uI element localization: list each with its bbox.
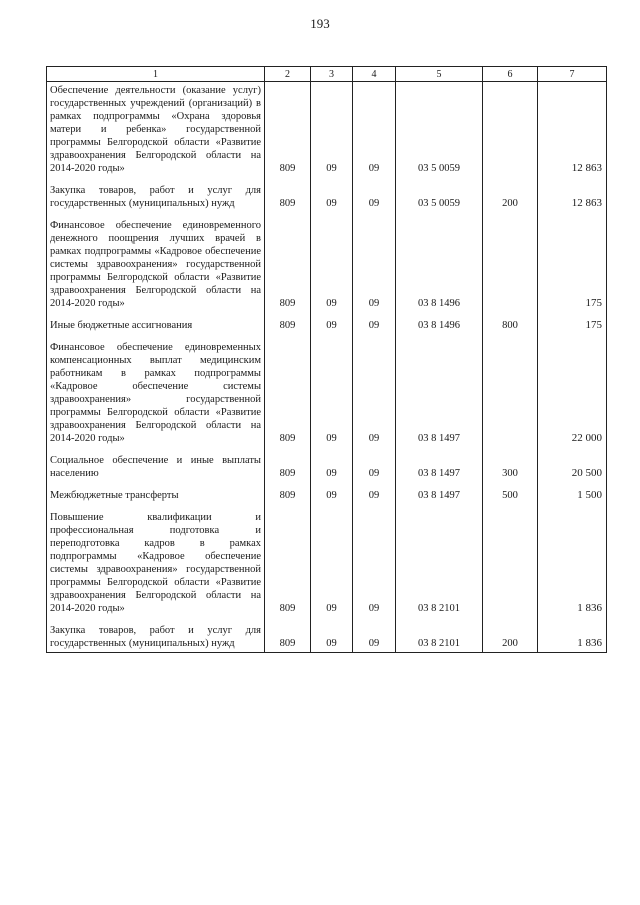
row-target-article-cell: 03 8 2101 xyxy=(396,503,483,616)
row-section-cell: 09 xyxy=(311,503,353,616)
row-expense-type-cell: 200 xyxy=(483,176,538,211)
row-expense-type-cell: 500 xyxy=(483,481,538,503)
table-row xyxy=(47,211,607,311)
row-name-cell: Социальное обеспечение и иные выплаты населению xyxy=(47,446,265,481)
table-body xyxy=(47,82,607,653)
row-subsection-cell: 09 xyxy=(353,503,396,616)
table-row xyxy=(47,82,607,177)
row-admin-code-cell: 809 xyxy=(265,211,311,311)
row-expense-type-cell: 800 xyxy=(483,311,538,333)
row-expense-type-cell: 200 xyxy=(483,616,538,653)
row-section-cell: 09 xyxy=(311,176,353,211)
row-expense-type-cell: 300 xyxy=(483,446,538,481)
row-amount-cell: 1 836 xyxy=(538,616,607,653)
row-name-cell: Межбюджетные трансферты xyxy=(47,481,265,503)
row-section-cell: 09 xyxy=(311,211,353,311)
row-subsection-cell: 09 xyxy=(353,616,396,653)
table-row xyxy=(47,176,607,211)
row-subsection-cell: 09 xyxy=(353,82,396,177)
row-subsection-cell: 09 xyxy=(353,481,396,503)
row-section-cell: 09 xyxy=(311,481,353,503)
row-section-cell: 09 xyxy=(311,333,353,446)
row-expense-type-cell xyxy=(483,333,538,446)
row-target-article-cell: 03 8 1496 xyxy=(396,211,483,311)
row-section-cell: 09 xyxy=(311,616,353,653)
row-amount-cell: 1 500 xyxy=(538,481,607,503)
row-admin-code-cell: 809 xyxy=(265,481,311,503)
table-row xyxy=(47,503,607,616)
row-admin-code-cell: 809 xyxy=(265,446,311,481)
row-amount-cell: 20 500 xyxy=(538,446,607,481)
row-admin-code-cell: 809 xyxy=(265,176,311,211)
row-amount-cell: 12 863 xyxy=(538,176,607,211)
row-name-cell: Закупка товаров, работ и услуг для государственных (муниципальных) нужд xyxy=(47,176,265,211)
row-section-cell: 09 xyxy=(311,82,353,177)
row-name-cell: Повышение квалификации и профессиональная подготовка и переподготовка кадров в рамках подпрограммы «Кадровое обеспечение системы здравоохранения» государственной программы Белгородской области «Развитие здравоохранения Белгородской области на 2014-2020 годы» xyxy=(47,503,265,616)
table-row xyxy=(47,333,607,446)
table-header-row xyxy=(47,67,607,82)
row-target-article-cell: 03 5 0059 xyxy=(396,82,483,177)
row-amount-cell: 1 836 xyxy=(538,503,607,616)
table-row xyxy=(47,311,607,333)
row-subsection-cell: 09 xyxy=(353,311,396,333)
row-target-article-cell: 03 8 1497 xyxy=(396,333,483,446)
row-section-cell: 09 xyxy=(311,311,353,333)
header-col-7: 7 xyxy=(538,67,607,82)
row-section-cell: 09 xyxy=(311,446,353,481)
header-col-6: 6 xyxy=(483,67,538,82)
row-subsection-cell: 09 xyxy=(353,176,396,211)
row-amount-cell: 175 xyxy=(538,211,607,311)
page-number: 193 xyxy=(310,16,330,31)
table-row xyxy=(47,446,607,481)
row-target-article-cell: 03 8 1496 xyxy=(396,311,483,333)
row-admin-code-cell: 809 xyxy=(265,82,311,177)
row-name-cell: Обеспечение деятельности (оказание услуг) государственных учреждений (организаций) в рамках подпрограммы «Охрана здоровья матери и ребенка» государственной программы Белгородской области «Развитие здравоохранения Белгородской области на 2014-2020 годы» xyxy=(47,82,265,177)
row-name-cell: Финансовое обеспечение единовременного денежного поощрения лучших врачей в рамках подпрограммы «Кадровое обеспечение системы здравоохранения» государственной программы Белгородской области «Развитие здравоохранения Белгородской области на 2014-2020 годы» xyxy=(47,211,265,311)
header-col-3: 3 xyxy=(311,67,353,82)
header-col-5: 5 xyxy=(396,67,483,82)
row-name-cell: Финансовое обеспечение единовременных компенсационных выплат медицинским работникам в рамках подпрограммы «Кадровое обеспечение системы здравоохранения» государственной программы Белгородской области «Развитие здравоохранения Белгородской области на 2014-2020 годы» xyxy=(47,333,265,446)
row-target-article-cell: 03 5 0059 xyxy=(396,176,483,211)
row-name-cell: Иные бюджетные ассигнования xyxy=(47,311,265,333)
row-target-article-cell: 03 8 1497 xyxy=(396,446,483,481)
header-col-2: 2 xyxy=(265,67,311,82)
row-admin-code-cell: 809 xyxy=(265,616,311,653)
header-col-4: 4 xyxy=(353,67,396,82)
budget-table xyxy=(46,66,607,653)
table-row xyxy=(47,616,607,653)
row-amount-cell: 12 863 xyxy=(538,82,607,177)
row-expense-type-cell xyxy=(483,82,538,177)
header-col-1: 1 xyxy=(47,67,265,82)
row-admin-code-cell: 809 xyxy=(265,503,311,616)
row-subsection-cell: 09 xyxy=(353,333,396,446)
row-expense-type-cell xyxy=(483,503,538,616)
row-name-cell: Закупка товаров, работ и услуг для государственных (муниципальных) нужд xyxy=(47,616,265,653)
row-amount-cell: 22 000 xyxy=(538,333,607,446)
row-admin-code-cell: 809 xyxy=(265,311,311,333)
row-subsection-cell: 09 xyxy=(353,211,396,311)
row-expense-type-cell xyxy=(483,211,538,311)
row-target-article-cell: 03 8 1497 xyxy=(396,481,483,503)
row-subsection-cell: 09 xyxy=(353,446,396,481)
row-admin-code-cell: 809 xyxy=(265,333,311,446)
row-target-article-cell: 03 8 2101 xyxy=(396,616,483,653)
row-amount-cell: 175 xyxy=(538,311,607,333)
table-row xyxy=(47,481,607,503)
